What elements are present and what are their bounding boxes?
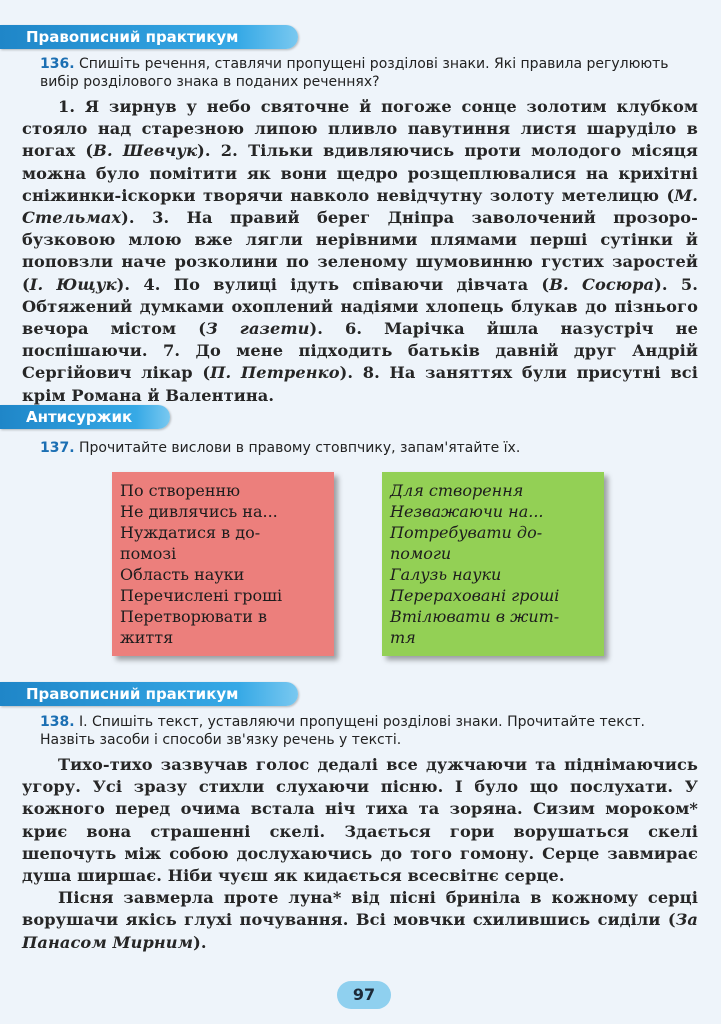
paragraph-end: ). bbox=[193, 932, 207, 952]
task-text: Прочитайте вислови в правому стовпчику, запам'ятайте їх. bbox=[79, 440, 521, 456]
task-137-instruction bbox=[40, 439, 690, 457]
list-item: Перетворювати в bbox=[120, 607, 267, 626]
list-item: Незважаючи на... bbox=[390, 502, 544, 521]
sentence-text: ). 6. Марічка йшла назустріч не поспішаючи. 7. До мене підходить батьків давній друг Андрій Сергійович лікар ( bbox=[22, 319, 699, 383]
exercise-paragraph bbox=[22, 96, 698, 407]
source-attribution: З газети bbox=[205, 319, 310, 339]
list-item: Нуждатися в до- bbox=[120, 523, 261, 542]
list-item: Для створення bbox=[390, 481, 524, 500]
list-item: Область науки bbox=[120, 565, 245, 584]
task-number: 138. bbox=[40, 714, 75, 730]
task-text: І. Спишіть текст, уставляючи пропущені розділові знаки. Прочитайте текст. Назвіть засоби і способи зв'язку речень у тексті. bbox=[40, 714, 646, 748]
list-item: помоги bbox=[390, 544, 452, 563]
section-banner-practicum bbox=[0, 682, 298, 706]
sentence-text: ). 2. Тільки вдивляючись проти молодого місяця можна було помітити як вони щедро розщеплювалися на крихітні сніжинки-іскорки творячи навколо невідчутну золоту метелицю ( bbox=[22, 141, 698, 205]
source-attribution: П. Петренко bbox=[210, 363, 340, 383]
task-136-instruction bbox=[40, 55, 690, 91]
exercise-paragraph: Тихо-тихо зазвучав голос дедалі все дужчаючи та піднімаючись угору. Усі зразу стихли слухаючи пісню. І було що послухати. У кожного перед очима встала ніч тиха та зоряна. Сизим мороком* криє вона страшенні скелі. Здається гори ворушаться скелі шепочуть між собою дослухаючись до того гомону. Серце завмирає душа ширшає. Ніби чуєш як кидається всесвітнє серце. bbox=[22, 755, 698, 886]
task-138-exercise-text bbox=[22, 754, 698, 954]
list-item: Потребувати до- bbox=[390, 523, 543, 542]
section-banner-practicum bbox=[0, 25, 298, 49]
task-138-instruction bbox=[40, 713, 690, 749]
list-item: Перечислені гроші bbox=[120, 586, 283, 605]
source-attribution: І. Ющук bbox=[29, 274, 117, 294]
task-136-exercise-text bbox=[22, 96, 698, 407]
list-item: життя bbox=[120, 628, 174, 647]
task-number: 137. bbox=[40, 440, 75, 456]
sentence-text: ). 8. На заняттях були присутні всі крім Романа й Валентина. bbox=[22, 363, 698, 405]
page-number: 97 bbox=[337, 981, 391, 1009]
list-item: тя bbox=[390, 628, 416, 647]
correct-expressions-box bbox=[382, 472, 604, 656]
source-attribution: За Панасом Мирним bbox=[22, 910, 698, 952]
list-item: помозі bbox=[120, 544, 177, 563]
section-title: Правописний практикум bbox=[26, 685, 239, 703]
exercise-paragraph bbox=[22, 887, 698, 954]
section-title: Антисуржик bbox=[26, 408, 133, 426]
list-item: Втілювати в жит- bbox=[390, 607, 560, 626]
section-banner-antisurzhyk bbox=[0, 405, 170, 429]
sentence-text: 1. Я зирнув у небо святочне й погоже сонце золотим клубком стояло над старезною липою пливло павутиння листя шаруділо в ногах ( bbox=[22, 97, 698, 161]
incorrect-expressions-box bbox=[112, 472, 334, 656]
list-item: Перераховані гроші bbox=[390, 586, 560, 605]
sentence-text: ). 3. На правий берег Дніпра заволочений прозоро-бузковою млою вже лягли нерівними плямами перші сутінки й поповзли наче розколини по зеленому шумовинню густих заростей ( bbox=[22, 208, 698, 294]
task-text: Спишіть речення, ставлячи пропущені розділові знаки. Які правила регулюють вибір розділового знака в поданих реченнях? bbox=[40, 56, 669, 90]
paragraph-text: Пісня завмерла проте луна* від пісні бриніла в кожному серці ворушачи якісь глухі почування. Всі мовчки схилившись сиділи ( bbox=[22, 888, 698, 930]
list-item: Не дивлячись на... bbox=[120, 502, 278, 521]
list-item: Галузь науки bbox=[390, 565, 502, 584]
source-attribution: В. Шевчук bbox=[93, 141, 198, 161]
source-attribution: М. Стельмах bbox=[22, 185, 698, 228]
sentence-text: ). 4. По вулиці ідуть співаючи дівчата ( bbox=[116, 274, 550, 294]
task-number: 136. bbox=[40, 56, 75, 72]
source-attribution: В. Сосюра bbox=[549, 274, 655, 294]
section-title: Правописний практикум bbox=[26, 28, 239, 46]
list-item: По створенню bbox=[120, 481, 241, 500]
sentence-text: ). 5. Обтяжений думками охоплений надіями хлопець блукав до пізнього вечора містом ( bbox=[22, 274, 698, 339]
